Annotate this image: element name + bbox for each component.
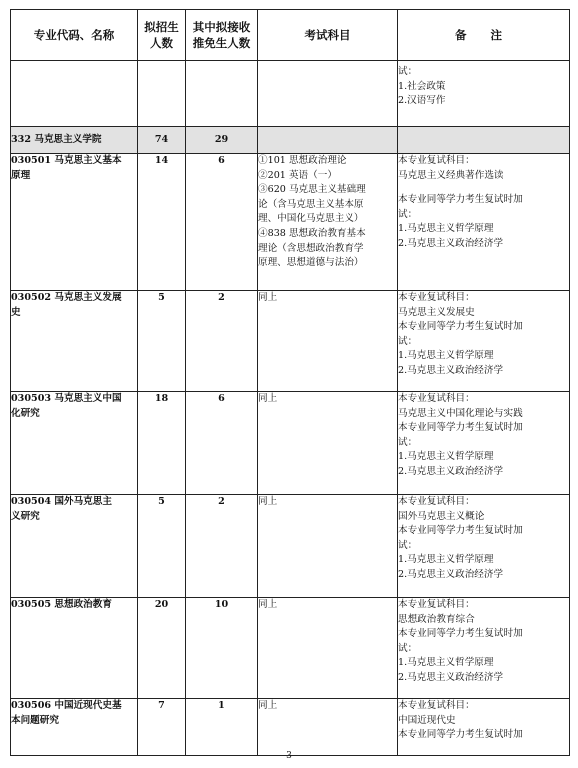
school-planned: 74 <box>138 127 186 154</box>
header-remarks: 备 注 <box>398 10 570 61</box>
header-row <box>11 10 570 61</box>
exam-subjects: 同上 <box>258 291 398 392</box>
admissions-table <box>10 9 570 756</box>
exam-subjects: 同上 <box>258 392 398 495</box>
continued-remarks: 试： 1.社会政策 2.汉语写作 <box>398 61 570 127</box>
remarks: 本专业复试科目： 马克思主义中国化理论与实践 本专业同等学力考生复试时加 试： 1.马克思主义哲学原理 2.马克思主义政治经济学 <box>398 392 570 495</box>
exempt-count: 2 <box>186 291 258 392</box>
remarks: 本专业复试科目： 国外马克思主义概论 本专业同等学力考生复试时加 试： 1.马克思主义哲学原理 2.马克思主义政治经济学 <box>398 495 570 598</box>
school-row <box>11 127 570 154</box>
header-exempt: 其中拟接收 推免生人数 <box>186 10 258 61</box>
exempt-count: 6 <box>186 154 258 291</box>
exempt-count: 1 <box>186 699 258 756</box>
exam-subjects: ①101 思想政治理论 ②201 英语（一） ③620 马克思主义基础理 论（含马克思主义基本原 理、中国化马克思主义） ④838 思想政治教育基本 理论（含思想政治教育学 原理、思想道德与法治） <box>258 154 398 291</box>
exam-subjects: 同上 <box>258 598 398 699</box>
table-row <box>11 598 570 699</box>
header-major: 专业代码、名称 <box>11 10 138 61</box>
major-name: 030506 中国近现代史基 本问题研究 <box>11 699 138 756</box>
exempt-count: 2 <box>186 495 258 598</box>
major-name: 030505 思想政治教育 <box>11 598 138 699</box>
remarks: 本专业复试科目： 中国近现代史 本专业同等学力考生复试时加 <box>398 699 570 756</box>
table-row <box>11 291 570 392</box>
exempt-count: 10 <box>186 598 258 699</box>
school-name: 332 马克思主义学院 <box>11 127 138 154</box>
continued-row <box>11 61 570 127</box>
major-name: 030502 马克思主义发展 史 <box>11 291 138 392</box>
table-row <box>11 392 570 495</box>
planned-count: 5 <box>138 495 186 598</box>
page-number: 3 <box>286 751 292 761</box>
major-name: 030504 国外马克思主 义研究 <box>11 495 138 598</box>
remarks: 本专业复试科目： 马克思主义经典著作选读 本专业同等学力考生复试时加 试： 1.马克思主义哲学原理 2.马克思主义政治经济学 <box>398 154 570 291</box>
exempt-count: 6 <box>186 392 258 495</box>
planned-count: 14 <box>138 154 186 291</box>
exam-subjects: 同上 <box>258 495 398 598</box>
table-row <box>11 154 570 291</box>
table-row <box>11 699 570 756</box>
major-name: 030503 马克思主义中国 化研究 <box>11 392 138 495</box>
planned-count: 20 <box>138 598 186 699</box>
header-subjects: 考试科目 <box>258 10 398 61</box>
header-planned: 拟招生 人数 <box>138 10 186 61</box>
planned-count: 18 <box>138 392 186 495</box>
school-exempt: 29 <box>186 127 258 154</box>
remarks: 本专业复试科目： 马克思主义发展史 本专业同等学力考生复试时加 试： 1.马克思主义哲学原理 2.马克思主义政治经济学 <box>398 291 570 392</box>
table-row <box>11 495 570 598</box>
planned-count: 7 <box>138 699 186 756</box>
major-name: 030501 马克思主义基本 原理 <box>11 154 138 291</box>
remarks: 本专业复试科目： 思想政治教育综合 本专业同等学力考生复试时加 试： 1.马克思主义哲学原理 2.马克思主义政治经济学 <box>398 598 570 699</box>
exam-subjects: 同上 <box>258 699 398 756</box>
planned-count: 5 <box>138 291 186 392</box>
